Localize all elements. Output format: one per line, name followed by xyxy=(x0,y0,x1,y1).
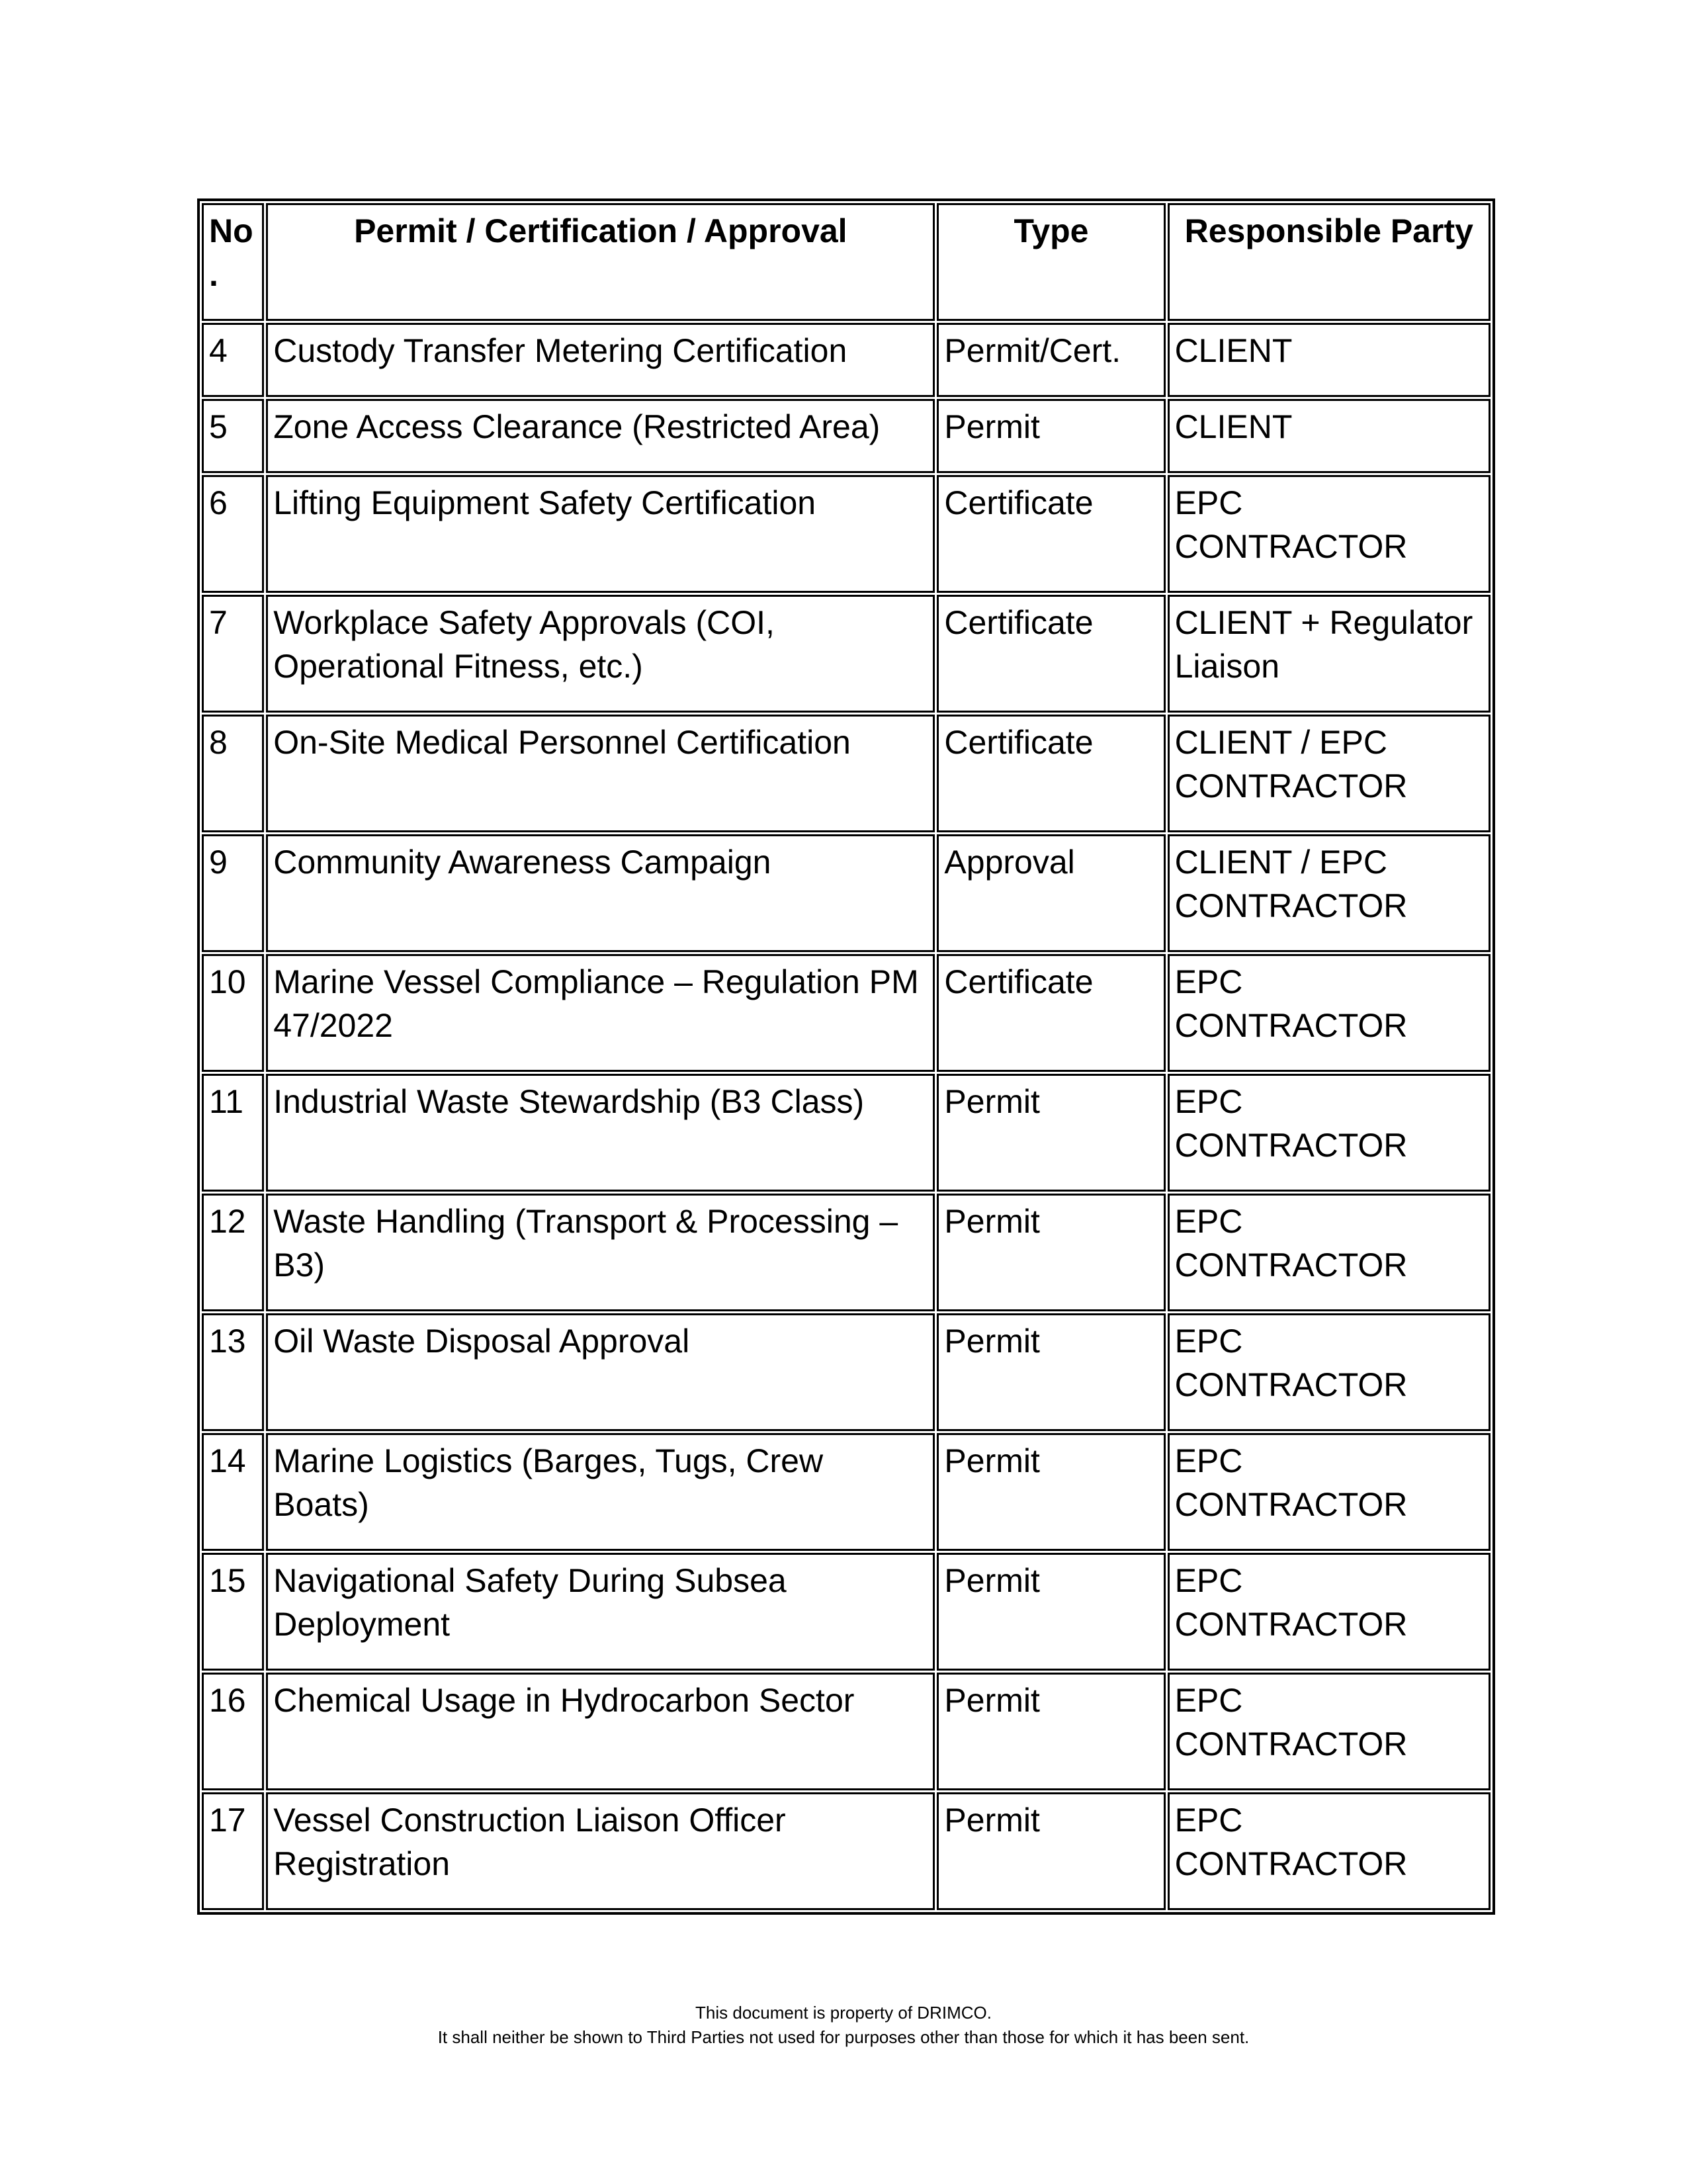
permit-name-cell: Chemical Usage in Hydrocarbon Sector xyxy=(266,1673,935,1790)
table-row xyxy=(202,954,1491,1072)
type-cell: Permit xyxy=(937,399,1165,473)
responsible-party-cell: EPC CONTRACTOR xyxy=(1168,1433,1491,1551)
row-number-cell: 17 xyxy=(202,1792,264,1910)
table-row xyxy=(202,1673,1491,1790)
permit-name-cell: Zone Access Clearance (Restricted Area) xyxy=(266,399,935,473)
type-cell: Permit xyxy=(937,1194,1165,1311)
responsible-party-cell: EPC CONTRACTOR xyxy=(1168,1074,1491,1192)
responsible-party-cell: CLIENT / EPC CONTRACTOR xyxy=(1168,834,1491,952)
permit-name-cell: On-Site Medical Personnel Certification xyxy=(266,715,935,832)
row-number-cell: 14 xyxy=(202,1433,264,1551)
responsible-party-cell: EPC CONTRACTOR xyxy=(1168,475,1491,593)
table-row xyxy=(202,1553,1491,1671)
responsible-party-cell: CLIENT / EPC CONTRACTOR xyxy=(1168,715,1491,832)
table-row xyxy=(202,475,1491,593)
type-cell: Permit xyxy=(937,1313,1165,1431)
row-number-cell: 7 xyxy=(202,595,264,713)
permit-name-cell: Marine Logistics (Barges, Tugs, Crew Boats) xyxy=(266,1433,935,1551)
permit-name-cell: Industrial Waste Stewardship (B3 Class) xyxy=(266,1074,935,1192)
table-row xyxy=(202,715,1491,832)
type-cell: Certificate xyxy=(937,475,1165,593)
permit-name-cell: Custody Transfer Metering Certification xyxy=(266,323,935,397)
row-number-cell: 12 xyxy=(202,1194,264,1311)
permit-name-cell: Oil Waste Disposal Approval xyxy=(266,1313,935,1431)
permit-name-cell: Navigational Safety During Subsea Deployment xyxy=(266,1553,935,1671)
permit-name-cell: Lifting Equipment Safety Certification xyxy=(266,475,935,593)
table-row xyxy=(202,1313,1491,1431)
type-cell: Certificate xyxy=(937,954,1165,1072)
responsible-party-cell: EPC CONTRACTOR xyxy=(1168,1194,1491,1311)
table-row xyxy=(202,1194,1491,1311)
permits-table-body xyxy=(202,323,1491,1910)
type-cell: Certificate xyxy=(937,715,1165,832)
permit-name-cell: Marine Vessel Compliance – Regulation PM 47/2022 xyxy=(266,954,935,1072)
row-number-cell: 15 xyxy=(202,1553,264,1671)
table-row xyxy=(202,834,1491,952)
type-cell: Permit/Cert. xyxy=(937,323,1165,397)
responsible-party-cell: EPC CONTRACTOR xyxy=(1168,1553,1491,1671)
table-row xyxy=(202,399,1491,473)
responsible-party-cell: EPC CONTRACTOR xyxy=(1168,1673,1491,1790)
row-number-cell: 8 xyxy=(202,715,264,832)
row-number-cell: 6 xyxy=(202,475,264,593)
responsible-party-cell: EPC CONTRACTOR xyxy=(1168,954,1491,1072)
column-header-no: No. xyxy=(202,203,264,321)
permits-table xyxy=(197,198,1495,1915)
type-cell: Permit xyxy=(937,1433,1165,1551)
type-cell: Certificate xyxy=(937,595,1165,713)
table-row xyxy=(202,323,1491,397)
responsible-party-cell: CLIENT xyxy=(1168,399,1491,473)
type-cell: Approval xyxy=(937,834,1165,952)
responsible-party-cell: EPC CONTRACTOR xyxy=(1168,1792,1491,1910)
permit-name-cell: Community Awareness Campaign xyxy=(266,834,935,952)
row-number-cell: 5 xyxy=(202,399,264,473)
table-row xyxy=(202,1433,1491,1551)
row-number-cell: 16 xyxy=(202,1673,264,1790)
row-number-cell: 11 xyxy=(202,1074,264,1192)
table-header-row xyxy=(202,203,1491,321)
row-number-cell: 13 xyxy=(202,1313,264,1431)
responsible-party-cell: EPC CONTRACTOR xyxy=(1168,1313,1491,1431)
type-cell: Permit xyxy=(937,1673,1165,1790)
type-cell: Permit xyxy=(937,1553,1165,1671)
table-row xyxy=(202,1792,1491,1910)
type-cell: Permit xyxy=(937,1792,1165,1910)
footer-confidentiality-notice: It shall neither be shown to Third Parties not used for purposes other than those for which it has been sent. xyxy=(437,2027,1250,2047)
document-footer xyxy=(0,2001,1687,2050)
footer-property-notice: This document is property of DRIMCO. xyxy=(695,2003,992,2023)
column-header-permit: Permit / Certification / Approval xyxy=(266,203,935,321)
permit-name-cell: Workplace Safety Approvals (COI, Operational Fitness, etc.) xyxy=(266,595,935,713)
responsible-party-cell: CLIENT xyxy=(1168,323,1491,397)
permit-name-cell: Vessel Construction Liaison Officer Registration xyxy=(266,1792,935,1910)
table-row xyxy=(202,595,1491,713)
row-number-cell: 9 xyxy=(202,834,264,952)
column-header-responsible-party: Responsible Party xyxy=(1168,203,1491,321)
row-number-cell: 4 xyxy=(202,323,264,397)
type-cell: Permit xyxy=(937,1074,1165,1192)
responsible-party-cell: CLIENT + Regulator Liaison xyxy=(1168,595,1491,713)
row-number-cell: 10 xyxy=(202,954,264,1072)
table-row xyxy=(202,1074,1491,1192)
column-header-type: Type xyxy=(937,203,1165,321)
permit-name-cell: Waste Handling (Transport & Processing – B3) xyxy=(266,1194,935,1311)
